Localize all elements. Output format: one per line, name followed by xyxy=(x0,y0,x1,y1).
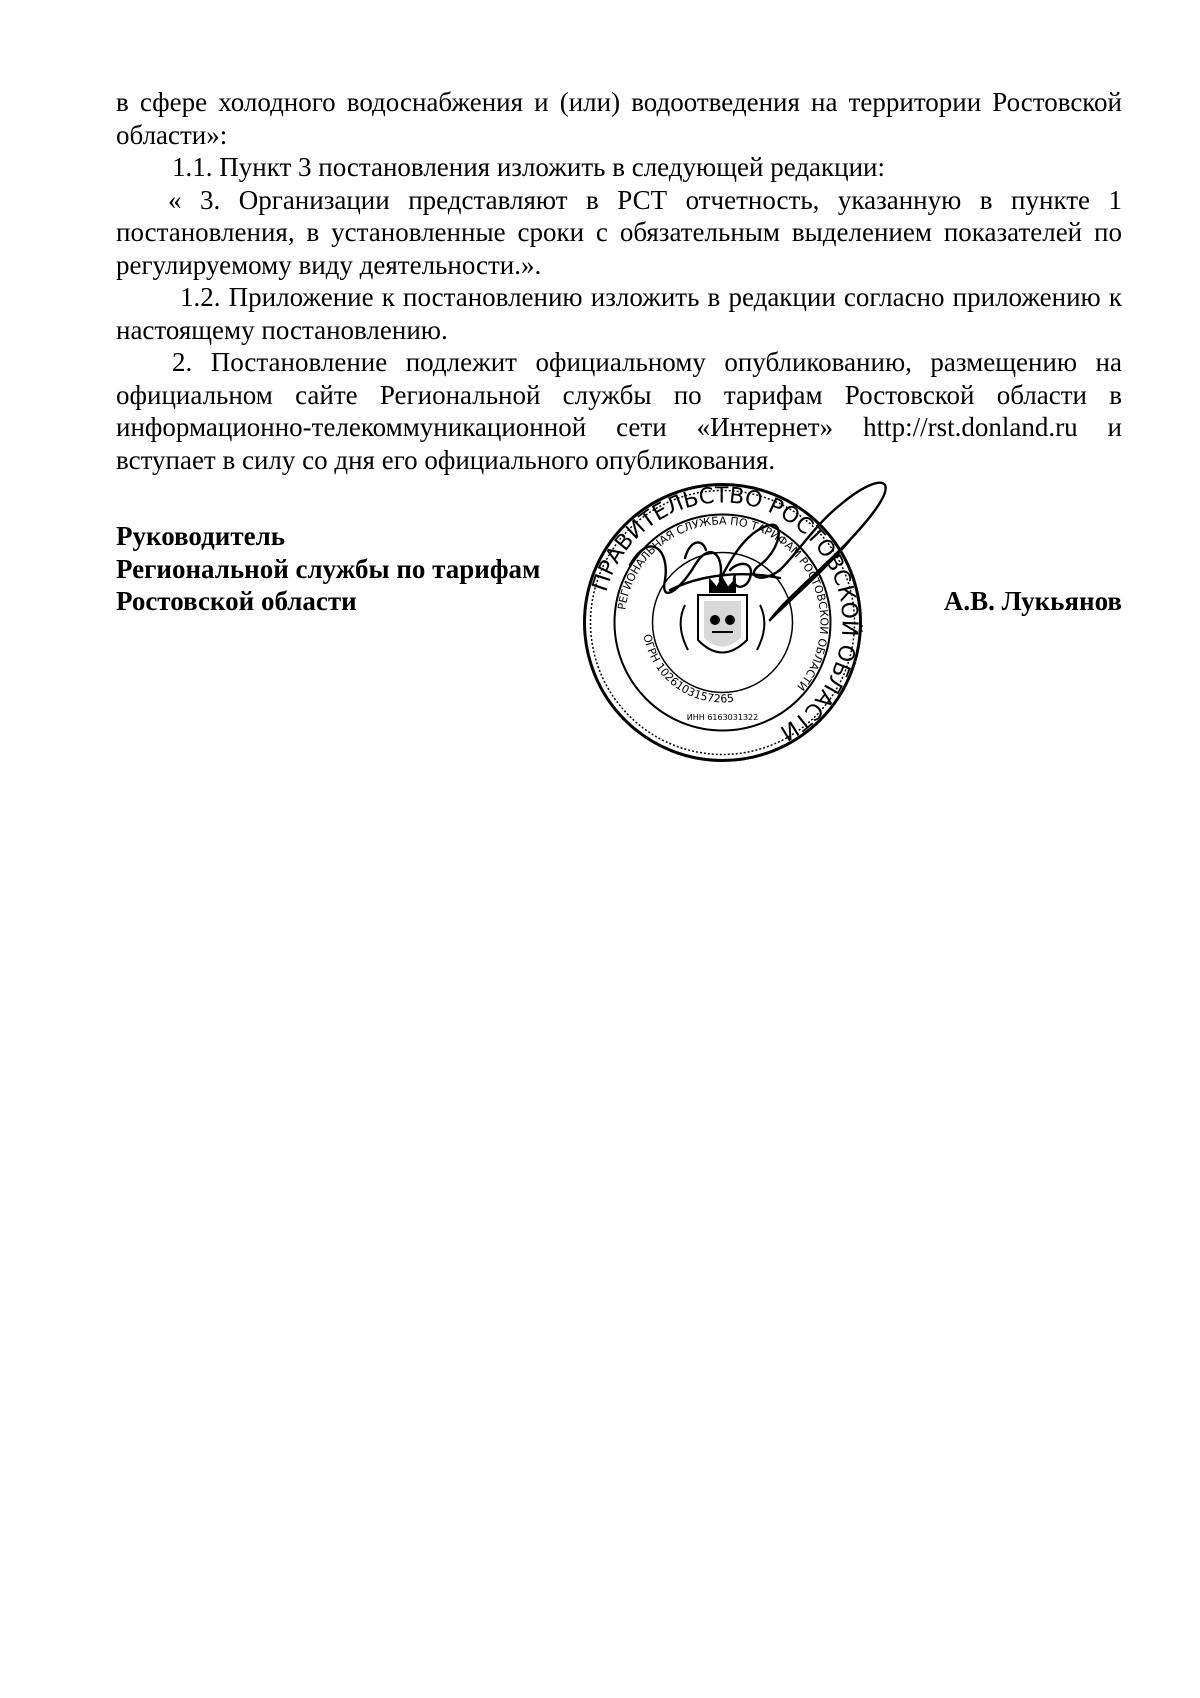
document-body xyxy=(116,86,1122,476)
stamp-ogrn-text: ОГРН 1026103157265 xyxy=(640,632,735,706)
handwritten-signature xyxy=(610,470,910,660)
signatory-title xyxy=(116,520,540,618)
signatory-title-line: Руководитель xyxy=(116,521,286,551)
paragraph-quote-3: « 3. Организации представляют в РСТ отчетность, указанную в пункте 1 постановления, в установленные сроки с обязательным выделением показателей по регулируемому виду деятельности.». xyxy=(116,184,1122,280)
paragraph-continuation: в сфере холодного водоснабжения и (или) водоотведения на территории Ростовской области»: xyxy=(116,87,1122,150)
stamp-inn-text: ИНН 6163031322 xyxy=(686,713,759,722)
stamp-inner-text: РЕГИОНАЛЬНАЯ СЛУЖБА ПО ТАРИФАМ РОСТОВСКОЙ ОБЛАСТИ xyxy=(615,514,831,694)
paragraph-1-2: 1.2. Приложение к постановлению изложить в редакции согласно приложению к настоящему постановлению. xyxy=(116,282,1122,345)
paragraph-1-1: 1.1. Пункт 3 постановления изложить в следующей редакции: xyxy=(172,152,886,182)
signatory-title-line: Ростовской области xyxy=(116,586,357,616)
signatory-title-line: Региональной службы по тарифам xyxy=(116,553,541,584)
signatory-name: А.В. Лукьянов xyxy=(943,586,1122,616)
stamp-outer-text: ПРАВИТЕЛЬСТВО РОСТОВСКОЙ ОБЛАСТИ xyxy=(587,483,862,745)
paragraph-2: 2. Постановление подлежит официальному опубликованию, размещению на официальном сайте Региональной службы по тарифам Ростовской области в информационно-телекоммуникационной сети «Интернет» http://rst.donland.ru и вступает в силу со дня его официального опубликования. xyxy=(116,347,1122,475)
